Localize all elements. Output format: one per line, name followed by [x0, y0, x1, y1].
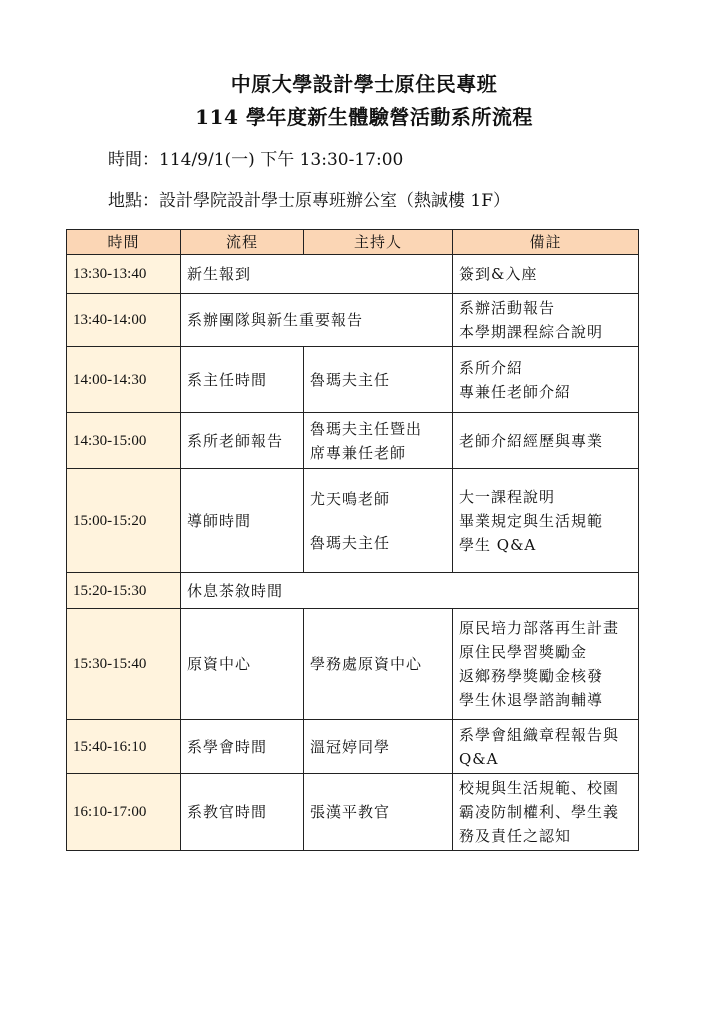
row-host: [304, 469, 453, 573]
note-line: 霸凌防制權利、學生義: [459, 803, 620, 821]
note-line: 系所介紹: [459, 358, 524, 377]
host-line: 尤天鳴老師: [310, 489, 391, 508]
table-row: [67, 774, 639, 851]
document-subtitle: 114 學年度新生體驗營活動系所流程: [195, 105, 533, 129]
row-host: [304, 347, 453, 413]
row-notes: [453, 413, 639, 469]
host-line: 溫冠婷同學: [310, 737, 391, 756]
table-row: [67, 347, 639, 413]
event-location: 地點：設計學院設計學士原專班辦公室（熱誠樓 1F）: [108, 191, 511, 211]
row-notes: [453, 347, 639, 413]
table-row: [67, 573, 639, 609]
note-line: 返鄉務學獎勵金核發: [459, 667, 604, 685]
note-line: 系辦活動報告: [459, 299, 556, 317]
note-line: Q&A: [459, 749, 499, 768]
row-notes: [453, 255, 639, 294]
note-line: 學生休退學諮詢輔導: [459, 691, 604, 709]
row-host: [304, 413, 453, 469]
row-activity: 新生報到: [181, 255, 453, 294]
row-time: 13:30-13:40: [67, 255, 181, 294]
note-line: 務及責任之認知: [459, 827, 572, 845]
note-line: 本學期課程綜合說明: [459, 323, 604, 341]
row-activity: 導師時間: [181, 469, 304, 573]
row-time: 14:30-15:00: [67, 413, 181, 469]
schedule-table: [66, 229, 639, 851]
row-notes: [453, 469, 639, 573]
row-time: 15:00-15:20: [67, 469, 181, 573]
row-activity: 系所老師報告: [181, 413, 304, 469]
table-row: [67, 469, 639, 573]
note-line: 系學會組織章程報告與: [459, 725, 620, 744]
row-time: 15:20-15:30: [67, 573, 181, 609]
row-time: 16:10-17:00: [67, 774, 181, 851]
row-activity: 原資中心: [181, 609, 304, 720]
note-line: 學生 Q&A: [459, 535, 537, 554]
row-activity: 系學會時間: [181, 720, 304, 774]
header-time: 時間: [67, 230, 181, 255]
row-activity: 休息茶敘時間: [181, 573, 639, 609]
note-line: 校規與生活規範、校園: [459, 779, 620, 797]
row-time: 15:30-15:40: [67, 609, 181, 720]
header-host: 主持人: [304, 230, 453, 255]
host-line: 學務處原資中心: [310, 655, 423, 673]
table-row: [67, 255, 639, 294]
note-line: 專兼任老師介紹: [459, 382, 572, 401]
row-notes: [453, 774, 639, 851]
row-time: 15:40-16:10: [67, 720, 181, 774]
row-notes: [453, 720, 639, 774]
row-host: [304, 774, 453, 851]
host-gap: [310, 511, 446, 531]
table-header-row: [67, 230, 639, 255]
document-title: 中原大學設計學士原住民專班: [230, 72, 498, 96]
header-activity: 流程: [181, 230, 304, 255]
row-notes: [453, 609, 639, 720]
event-time: 時間：114/9/1(一) 下午 13:30-17:00: [108, 150, 404, 170]
note-line: 老師介紹經歷與專業: [459, 431, 604, 450]
host-line: 席專兼任老師: [310, 443, 407, 462]
table-row: [67, 609, 639, 720]
row-host: [304, 720, 453, 774]
host-line: 魯瑪夫主任: [310, 533, 391, 552]
header-notes: 備註: [453, 230, 639, 255]
note-line: 原住民學習獎勵金: [459, 643, 588, 661]
host-line: 張漢平教官: [310, 803, 391, 821]
host-line: 魯瑪夫主任暨出: [310, 419, 423, 438]
row-host: [304, 609, 453, 720]
note-line: 畢業規定與生活規範: [459, 511, 604, 530]
row-time: 14:00-14:30: [67, 347, 181, 413]
row-activity: 系辦團隊與新生重要報告: [181, 294, 453, 347]
row-notes: [453, 294, 639, 347]
note-line: 大一課程說明: [459, 487, 556, 506]
note-line: 簽到&入座: [459, 265, 538, 283]
note-line: 原民培力部落再生計畫: [459, 619, 620, 637]
table-row: [67, 720, 639, 774]
row-activity: 系主任時間: [181, 347, 304, 413]
table-row: [67, 294, 639, 347]
host-line: 魯瑪夫主任: [310, 370, 391, 389]
row-time: 13:40-14:00: [67, 294, 181, 347]
table-row: [67, 413, 639, 469]
row-activity: 系教官時間: [181, 774, 304, 851]
